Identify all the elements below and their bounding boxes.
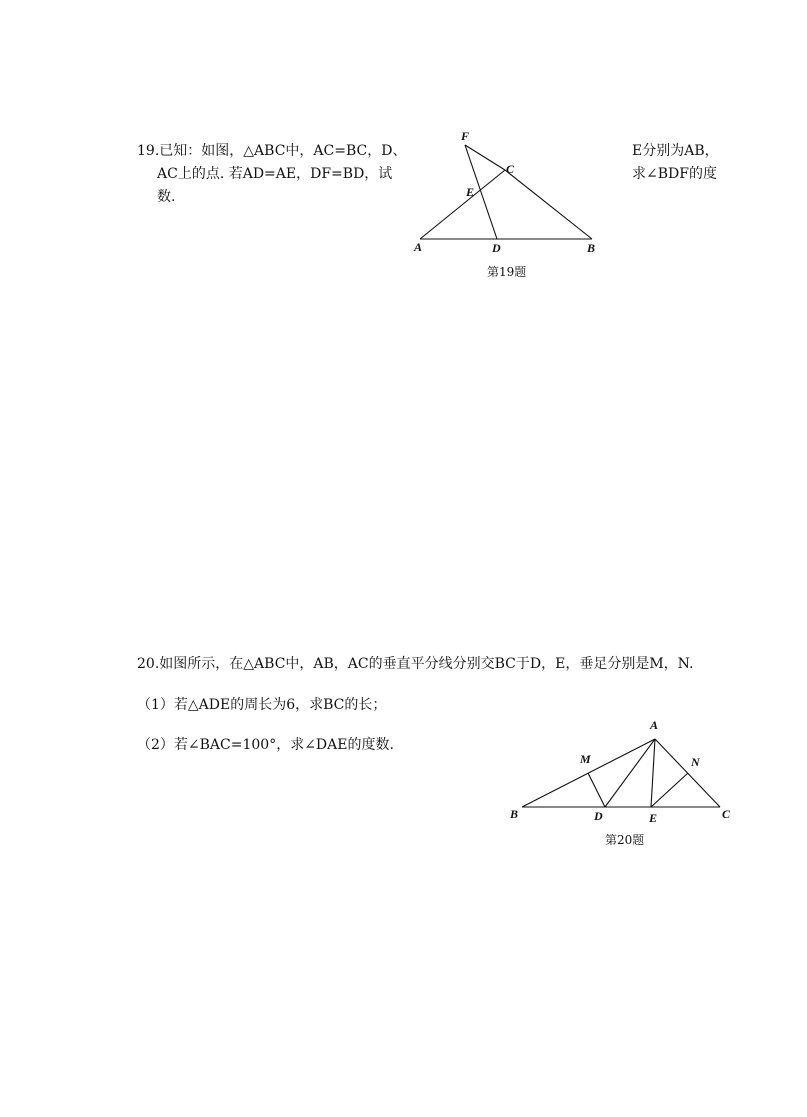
q20-part2: （2）若∠BAC=100°，求∠DAE的度数.: [137, 737, 394, 753]
q20-caption: 第20题: [605, 833, 645, 847]
q20-label-b: B: [510, 807, 519, 821]
q20-segment-ne: [651, 773, 688, 807]
q19-segment-ac: [420, 170, 505, 239]
q20-label-c: C: [722, 807, 731, 821]
q19-segment-fc: [465, 145, 505, 170]
q19-label-c: C: [506, 162, 515, 176]
q20-part1: （1）若△ADE的周长为6，求BC的长；: [137, 697, 387, 713]
q19-line1-left: 19.已知：如图，△ABC中，AC=BC，D、: [137, 143, 407, 159]
q20-title: 20.如图所示，在△ABC中，AB，AC的垂直平分线分别交BC于D，E，垂足分别是M，N.: [137, 656, 694, 672]
q19-label-d: D: [492, 241, 501, 255]
q20-figure: [505, 712, 740, 857]
q20-label-d: D: [594, 809, 603, 823]
q19-line2-left: AC上的点. 若AD=AE，DF=BD，试: [157, 166, 393, 182]
q19-segment-cb: [505, 170, 592, 239]
q20-label-m: M: [580, 752, 591, 766]
q20-segment-md: [588, 773, 605, 807]
q20-label-n: N: [691, 755, 700, 769]
q19-caption: 第19题: [487, 265, 527, 279]
q20-segment-ad: [605, 739, 655, 807]
q19-line2-right: 求∠BDF的度: [632, 166, 717, 182]
q19-figure: [405, 125, 615, 285]
q20-label-e: E: [649, 811, 658, 825]
q19-label-e: E: [466, 185, 475, 199]
q20-label-a: A: [650, 718, 659, 732]
q19-label-a: A: [414, 240, 423, 254]
q19-label-b: B: [587, 241, 596, 255]
q19-line3: 数.: [157, 189, 176, 205]
q20-segment-ae: [651, 739, 655, 807]
q19-label-f: F: [461, 129, 470, 143]
q19-line1-right: E分别为AB，: [632, 143, 719, 159]
